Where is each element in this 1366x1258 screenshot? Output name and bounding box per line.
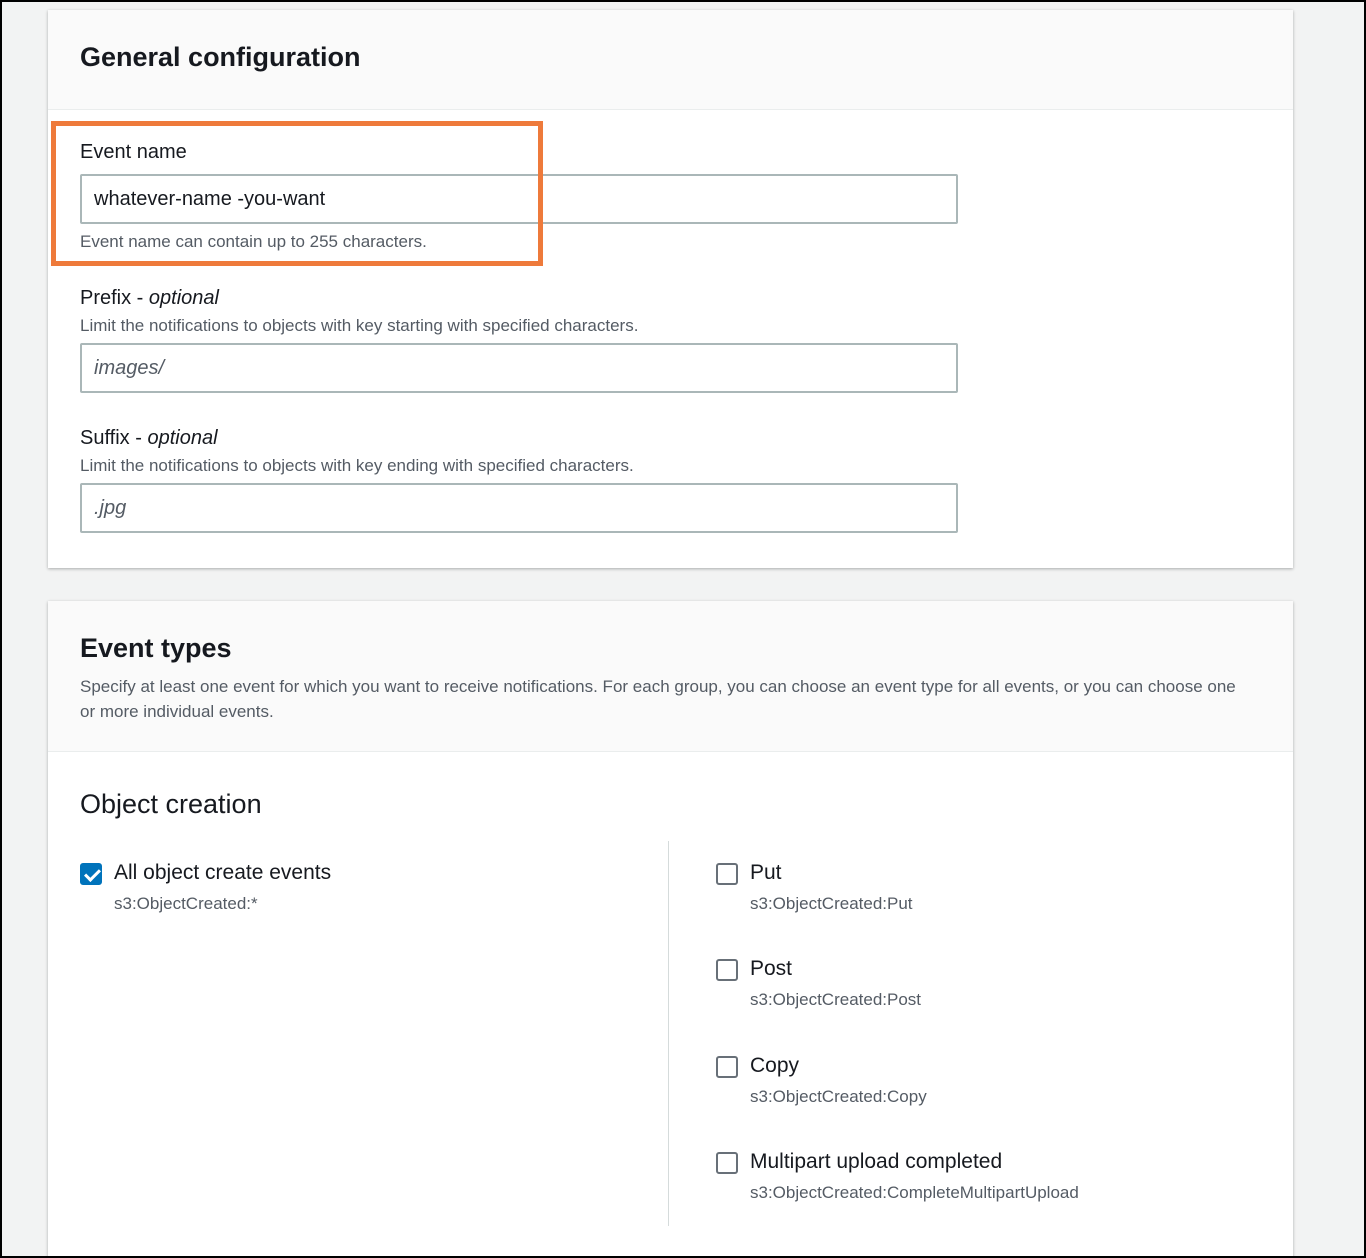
prefix-label: Prefix - optional [80,287,219,309]
suffix-input[interactable] [80,483,958,533]
object-creation-title: Object creation [80,789,262,819]
put-label: Put [750,861,782,884]
all-object-create-events-code: s3:ObjectCreated:* [114,894,258,913]
suffix-description: Limit the notifications to objects with key ending with specified characters. [80,456,634,475]
copy-label: Copy [750,1054,800,1077]
prefix-description: Limit the notifications to objects with key starting with specified characters. [80,316,639,335]
post-code: s3:ObjectCreated:Post [750,990,922,1009]
prefix-input[interactable] [80,343,958,393]
general-configuration-header [48,10,1293,110]
event-name-hint: Event name can contain up to 255 characters. [80,232,427,251]
checkbox-checked-icon[interactable] [80,863,102,885]
checkbox-unchecked-icon[interactable] [716,1056,738,1078]
event-name-value: whatever-name -you-want [94,187,326,210]
event-types-title: Event types [80,633,232,663]
event-name-input[interactable] [80,174,958,224]
checkbox-unchecked-icon[interactable] [716,1152,738,1174]
suffix-label: Suffix - optional [80,427,218,449]
checkbox-unchecked-icon[interactable] [716,863,738,885]
general-configuration-panel [48,10,1293,568]
all-object-create-events-label: All object create events [114,861,332,884]
post-label: Post [750,957,793,980]
event-types-header [48,601,1293,752]
event-types-description: Specify at least one event for which you want to receive notifications. For each group, you can choose an event type for all events, or you can choose one or more individual events. [80,677,1236,721]
copy-code: s3:ObjectCreated:Copy [750,1087,927,1106]
event-name-label: Event name [80,141,187,163]
multipart-upload-code: s3:ObjectCreated:CompleteMultipartUpload [750,1183,1079,1202]
event-types-panel [48,601,1293,1258]
prefix-field [80,287,958,393]
event-name-field [80,141,958,252]
suffix-placeholder: .jpg [94,496,127,519]
put-code: s3:ObjectCreated:Put [750,894,913,913]
suffix-field [80,427,958,533]
multipart-upload-label: Multipart upload completed [750,1150,1003,1173]
prefix-placeholder: images/ [94,356,165,379]
checkbox-unchecked-icon[interactable] [716,959,738,981]
column-divider [668,841,669,1226]
general-configuration-title: General configuration [80,42,361,72]
